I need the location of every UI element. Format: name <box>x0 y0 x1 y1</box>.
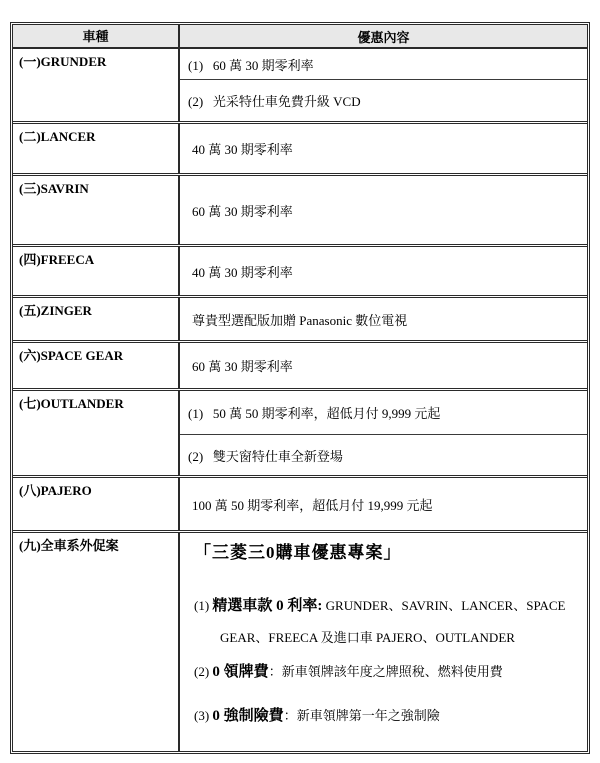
offer-item: (2) 光采特仕車免費升級 VCD <box>180 79 587 121</box>
table-row-grunder <box>13 49 587 121</box>
item-detail: GRUNDER、SAVRIN、LANCER、SPACE GEAR、FREECA 及進口車 PAJERO、OUTLANDER <box>220 598 569 645</box>
table-row-zinger <box>13 295 587 340</box>
campaign-item-2 <box>194 656 579 688</box>
offer-item: 尊貴型選配版加贈 Panasonic 數位電視 <box>192 312 408 328</box>
campaign-item-3 <box>194 700 579 732</box>
offer-item: 60 萬 30 期零利率 <box>192 359 293 374</box>
model-label: (四)FREECA <box>13 247 180 295</box>
offer-item: 100 萬 50 期零利率，超低月付 19,999 元起 <box>192 497 433 513</box>
model-label: (九)全車系外促案 <box>13 533 180 751</box>
model-label: (二)LANCER <box>13 124 180 173</box>
model-label: (三)SAVRIN <box>13 176 180 244</box>
header-cell-model: 車種 <box>13 25 180 47</box>
offer-item: 60 萬 30 期零利率 <box>192 203 293 219</box>
table-row-outlander <box>13 388 587 475</box>
model-label: (六)SPACE GEAR <box>13 343 180 388</box>
table-row-lancer <box>13 121 587 173</box>
campaign-title: 「三菱三0購車優惠專案」 <box>194 543 402 562</box>
header-cell-offer: 優惠內容 <box>357 29 410 45</box>
campaign-item-1 <box>194 590 579 654</box>
table-row-savrin <box>13 173 587 244</box>
model-label: (八)PAJERO <box>13 478 180 530</box>
model-label: (一)GRUNDER <box>13 49 180 121</box>
offer-item: 40 萬 30 期零利率 <box>192 264 293 280</box>
table-row-all-series <box>13 530 587 751</box>
item-number: (1) <box>194 598 213 613</box>
offer-item: 40 萬 30 期零利率 <box>192 142 293 157</box>
item-detail: ：新車領牌第一年之強制險 <box>283 708 440 723</box>
table-row-freeca <box>13 244 587 295</box>
item-highlight: 精選車款 0 利率: <box>212 598 323 614</box>
item-number: (3) <box>194 708 213 723</box>
item-highlight: 0 強制險費 <box>212 708 284 724</box>
offer-item: (1) 60 萬 30 期零利率 <box>188 57 314 73</box>
table-header-row <box>13 25 587 49</box>
model-label: (五)ZINGER <box>13 298 180 340</box>
item-highlight: 0 領牌費 <box>212 664 269 680</box>
offer-item: (1) 50 萬 50 期零利率，超低月付 9,999 元起 <box>188 406 441 421</box>
promo-table <box>10 22 590 754</box>
table-row-space-gear <box>13 340 587 388</box>
model-label: (七)OUTLANDER <box>13 391 180 475</box>
table-row-pajero <box>13 475 587 530</box>
offer-item: (2) 雙天窗特仕車全新登場 <box>180 434 587 475</box>
item-detail: ：新車領牌該年度之牌照稅、燃料使用費 <box>268 664 503 679</box>
item-number: (2) <box>194 664 213 679</box>
